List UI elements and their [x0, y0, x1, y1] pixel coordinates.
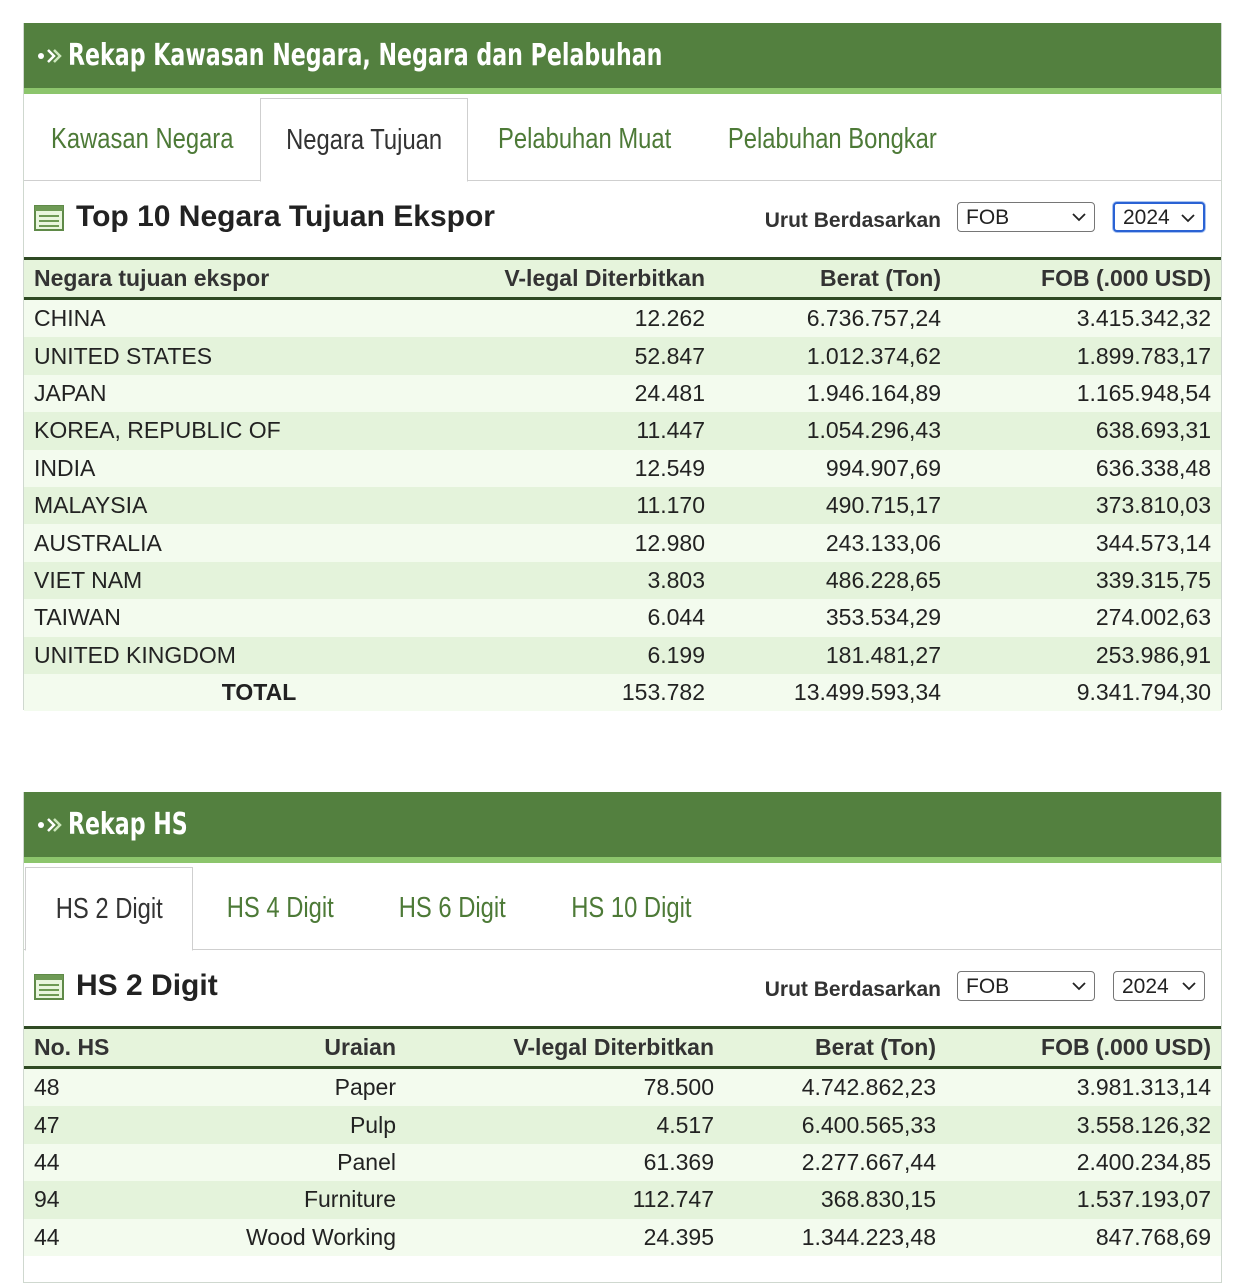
- column-header[interactable]: Berat (Ton): [815, 1034, 936, 1060]
- panel-header: [24, 23, 1221, 94]
- column-header[interactable]: Negara tujuan ekspor: [34, 265, 270, 291]
- chevron-down-icon: [1072, 212, 1086, 222]
- column-header[interactable]: FOB (.000 USD): [1041, 1034, 1211, 1060]
- hs-table: [24, 1026, 1221, 1256]
- table-row: KOREA, REPUBLIC OF 11.447 1.054.296,43 638.693,31: [24, 412, 1221, 449]
- table-row: 44 Wood Working 24.395 1.344.223,48 847.768,69: [24, 1219, 1221, 1256]
- year-select[interactable]: 2024: [1113, 971, 1205, 1001]
- panel-rekap-kawasan: [23, 23, 1222, 710]
- panel-title: Rekap Kawasan Negara, Negara dan Pelabuhan: [68, 38, 663, 73]
- table-row: INDIA 12.549 994.907,69 636.338,48: [24, 450, 1221, 487]
- table-row: MALAYSIA 11.170 490.715,17 373.810,03: [24, 487, 1221, 524]
- tab-hs-10-digit[interactable]: HS 10 Digit: [570, 892, 692, 924]
- column-header[interactable]: FOB (.000 USD): [1041, 265, 1211, 291]
- tab-pelabuhan-muat[interactable]: Pelabuhan Muat: [498, 123, 672, 155]
- column-header[interactable]: V-legal Diterbitkan: [513, 1034, 714, 1060]
- table-row: 47 Pulp 4.517 6.400.565,33 3.558.126,32: [24, 1106, 1221, 1143]
- sort-label: Urut Berdasarkan: [764, 209, 941, 232]
- panel-header: [24, 792, 1221, 863]
- table-header-row: [24, 1028, 1221, 1068]
- column-header[interactable]: V-legal Diterbitkan: [504, 265, 705, 291]
- panel-title: Rekap HS: [68, 807, 188, 842]
- table-row: JAPAN 24.481 1.946.164,89 1.165.948,54: [24, 375, 1221, 412]
- table-row: AUSTRALIA 12.980 243.133,06 344.573,14: [24, 524, 1221, 561]
- section-bar: [24, 181, 1221, 257]
- country-table: [24, 257, 1221, 711]
- table-row: 94 Furniture 112.747 368.830,15 1.537.193,07: [24, 1181, 1221, 1218]
- table-row: VIET NAM 3.803 486.228,65 339.315,75: [24, 562, 1221, 599]
- sort-select[interactable]: FOB: [957, 971, 1095, 1001]
- chevron-down-icon: [1182, 981, 1196, 991]
- year-select[interactable]: 2024: [1113, 202, 1205, 232]
- table-list-icon: [34, 205, 64, 231]
- table-list-icon: [34, 974, 64, 1000]
- double-arrow-icon: [36, 46, 62, 66]
- tab-negara-tujuan[interactable]: Negara Tujuan: [260, 98, 468, 182]
- sort-label: Urut Berdasarkan: [764, 978, 941, 1001]
- chevron-down-icon: [1181, 213, 1195, 223]
- tab-hs-6-digit[interactable]: HS 6 Digit: [398, 892, 506, 924]
- table-row: UNITED KINGDOM 6.199 181.481,27 253.986,91: [24, 637, 1221, 674]
- tab-bar: [24, 863, 1221, 950]
- total-row: TOTAL 153.782 13.499.593,34 9.341.794,30: [24, 674, 1221, 711]
- section-title: Top 10 Negara Tujuan Ekspor: [76, 200, 495, 233]
- table-row: 48 Paper 78.500 4.742.862,23 3.981.313,14: [24, 1068, 1221, 1107]
- table-row: 44 Panel 61.369 2.277.667,44 2.400.234,85: [24, 1144, 1221, 1181]
- table-header-row: [24, 259, 1221, 299]
- double-arrow-icon: [36, 815, 62, 835]
- panel-rekap-hs: [23, 792, 1222, 1283]
- sort-select[interactable]: FOB: [957, 202, 1095, 232]
- column-header[interactable]: Berat (Ton): [820, 265, 941, 291]
- tab-hs-2-digit[interactable]: HS 2 Digit: [25, 867, 193, 951]
- tab-bar: [24, 94, 1221, 181]
- table-row: UNITED STATES 52.847 1.012.374,62 1.899.783,17: [24, 337, 1221, 374]
- section-title: HS 2 Digit: [76, 969, 218, 1002]
- section-bar: [24, 950, 1221, 1026]
- chevron-down-icon: [1072, 981, 1086, 991]
- column-header[interactable]: No. HS: [34, 1034, 110, 1060]
- tab-kawasan-negara[interactable]: Kawasan Negara: [50, 123, 234, 155]
- table-row: CHINA 12.262 6.736.757,24 3.415.342,32: [24, 299, 1221, 338]
- tab-pelabuhan-bongkar[interactable]: Pelabuhan Bongkar: [727, 123, 937, 155]
- table-row: TAIWAN 6.044 353.534,29 274.002,63: [24, 599, 1221, 636]
- column-header[interactable]: Uraian: [324, 1034, 396, 1060]
- tab-hs-4-digit[interactable]: HS 4 Digit: [226, 892, 334, 924]
